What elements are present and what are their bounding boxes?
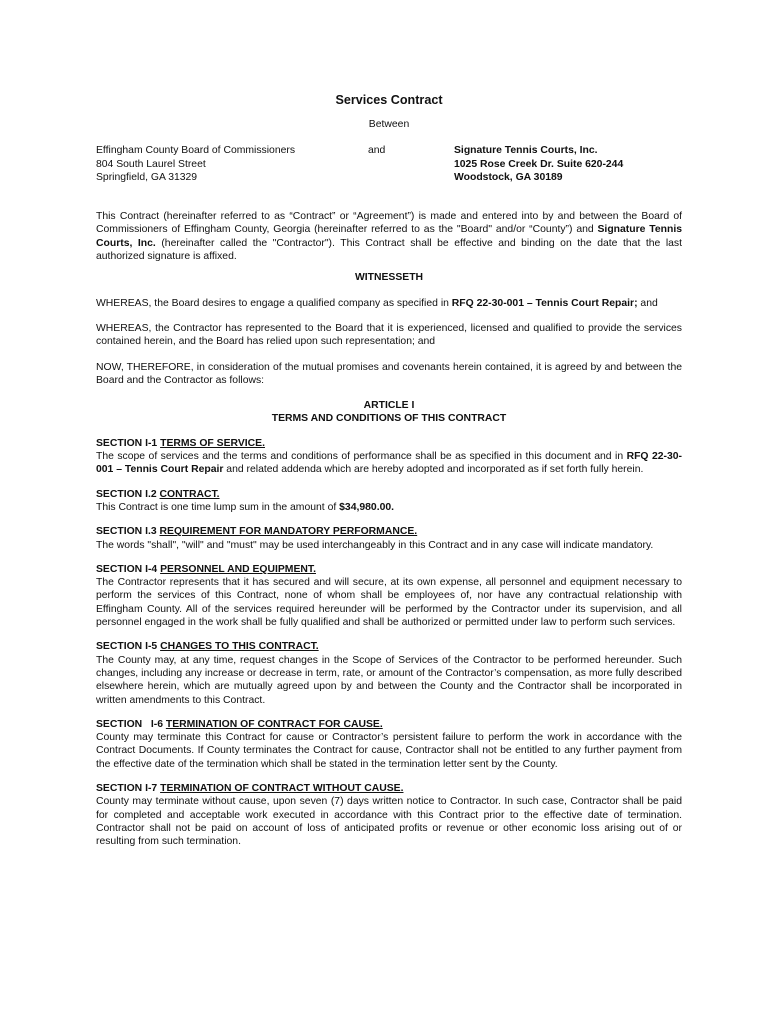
section-7-label: SECTION I-7 (96, 782, 161, 794)
county-street: 804 South Laurel Street (96, 158, 206, 170)
section-1-body (96, 450, 682, 477)
section-7-heading (96, 782, 682, 795)
whereas-paragraph-2: WHEREAS, the Contractor has represented to the Board that it is experienced, licensed and qualified to provide the services contained herein, and the Board has relied upon such representation; and (96, 322, 682, 348)
section-2-heading (96, 488, 682, 501)
section-2-text: This Contract is one time lump sum in the amount of (96, 501, 340, 513)
section-2-label: SECTION I.2 (96, 488, 160, 500)
section-4-label: SECTION I-4 (96, 563, 161, 575)
section-6-title: TERMINATION OF CONTRACT FOR CAUSE. (165, 718, 383, 730)
section-2-title: CONTRACT. (159, 488, 220, 500)
section-4-title: PERSONNEL AND EQUIPMENT. (160, 563, 316, 575)
section-5-label: SECTION I-5 (96, 641, 161, 653)
contractor-party (454, 144, 623, 184)
section-1-label: SECTION I-1 (96, 437, 161, 449)
document-body (96, 92, 682, 848)
contractor-name: Signature Tennis Courts, Inc. (454, 145, 598, 157)
section-5-heading (96, 640, 682, 653)
section-1-text-2: and related addenda which are hereby adopted and incorporated as if set forth fully herein. (223, 464, 644, 476)
section-5-body: The County may, at any time, request changes in the Scope of Services of the Contractor to be performed hereunder. Such changes, including any increase or decrease in term, rate, or amount of the Contractor’s compensation, as more fully described elsewhere herein, which are mutually agreed upon by and between the County and the Contractor shall be incorporated in written amendments to this Contract. (96, 654, 682, 706)
section-1-title: TERMS OF SERVICE. (160, 437, 265, 449)
whereas-paragraph-1 (96, 297, 682, 310)
contractor-street: 1025 Rose Creek Dr. Suite 620-244 (454, 158, 624, 170)
section-6-body: County may terminate this Contract for cause or Contractor’s persistent failure to perform the work in accordance with the Contract Documents. If County terminates the Contract for cause, Contractor shall not be entitled to any further payment from the effective date of the termination which shall be stated in the termination letter sent by the County. (96, 732, 682, 770)
section-7-body: County may terminate without cause, upon seven (7) days written notice to Contractor. In such case, Contractor shall be paid for completed and acceptable work executed in accordance with this Contract prior to the effective date of termination. Contractor shall not be paid on account of loss of anticipated profits or revenue or other economic loss arising out of or resulting from such termination. (96, 796, 682, 848)
section-4-heading (96, 563, 682, 576)
intro-text-1: This Contract (hereinafter referred to as “Contract” or “Agreement”) is made and entered into by and between the Board of Commissioners of Effingham County, Georgia (hereinafter referred to as the "Board" and/or “County”) and (96, 211, 682, 236)
parties-block (96, 144, 682, 184)
section-1-rfq: RFQ 22-30-001 – Tennis Court Repair (96, 451, 682, 476)
section-4-body: The Contractor represents that it has secured and will secure, at its own expense, all personnel and equipment necessary to perform the services of this Contract, none of whom shall be employees of, nor have any contractual relationship with Effingham County. All of the services required hereunder will be performed by the Contractor under its supervision, and all personnel engaged in the work shall be fully qualified and shall be authorized or permitted under law to perform such services. (96, 577, 682, 629)
intro-paragraph (96, 210, 682, 263)
intro-contractor-name: Signature Tennis Courts, Inc. (96, 224, 682, 249)
section-2-body (96, 501, 682, 514)
section-6-heading (96, 718, 682, 731)
section-6-label: SECTION I-6 (96, 718, 166, 730)
contract-amount: $34,980.00. (339, 501, 395, 513)
witnesseth-heading: WITNESSETH (354, 272, 424, 284)
section-3-body: The words "shall", "will" and "must" may be used interchangeably in this Contract and in any case will indicate mandatory. (96, 539, 654, 551)
article-number: ARTICLE I (363, 400, 415, 412)
section-3-title: REQUIREMENT FOR MANDATORY PERFORMANCE. (159, 526, 418, 538)
section-1-text-1: The scope of services and the terms and conditions of performance shall be as specified in this document and in (96, 451, 627, 463)
section-1-heading (96, 437, 682, 450)
section-7-title: TERMINATION OF CONTRACT WITHOUT CAUSE. (160, 782, 404, 794)
intro-text-2: (hereinafter called the "Contractor"). This Contract shall be effective and binding on the date that the last authorized signature is affixed. (96, 237, 683, 263)
whereas1-text-2: and (637, 297, 658, 309)
county-name: Effingham County Board of Commissioners (96, 145, 296, 157)
section-3-heading (96, 525, 682, 538)
whereas1-text-1: WHEREAS, the Board desires to engage a qualified company as specified in (96, 297, 452, 309)
now-therefore-paragraph: NOW, THEREFORE, in consideration of the mutual promises and covenants herein contained, it is agreed by and between the Board and the Contractor as follows: (96, 361, 682, 386)
article-title: TERMS AND CONDITIONS OF THIS CONTRACT (271, 413, 507, 425)
document-title: Services Contract (335, 93, 443, 107)
county-party (96, 144, 368, 184)
between-label: Between (368, 119, 410, 130)
and-label: and (368, 145, 386, 157)
whereas1-rfq: RFQ 22-30-001 – Tennis Court Repair; (451, 297, 638, 309)
section-5-title: CHANGES TO THIS CONTRACT. (160, 641, 319, 653)
county-city: Springfield, GA 31329 (96, 171, 198, 183)
section-3-label: SECTION I.3 (96, 526, 160, 538)
contractor-city: Woodstock, GA 30189 (454, 171, 563, 183)
